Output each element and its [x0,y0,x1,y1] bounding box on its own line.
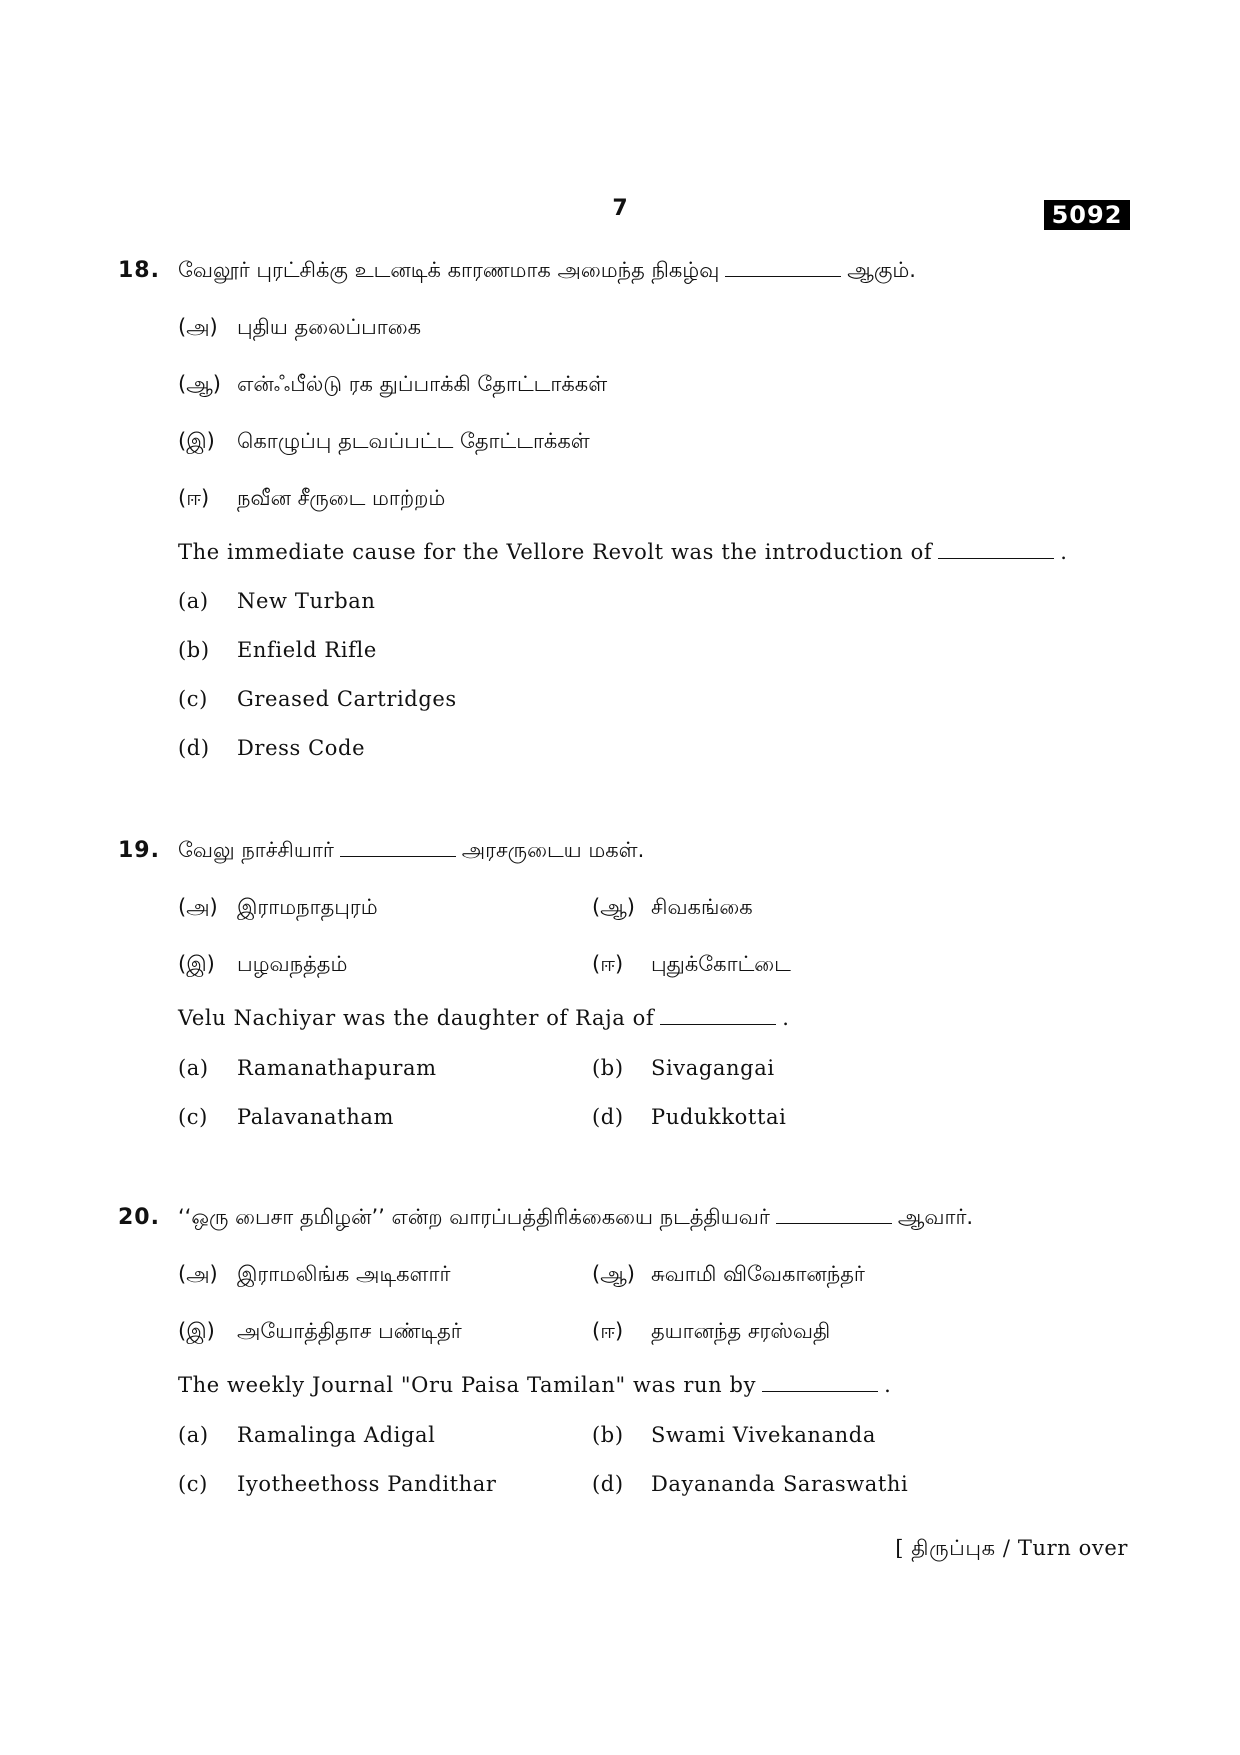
english-option [178,1423,435,1447]
option-label: (d) [178,736,210,760]
option-label: (d) [592,1472,624,1496]
question-number: 19. [118,838,160,863]
tamil-option [178,429,590,456]
option-text: New Turban [237,589,376,613]
stem-text: The weekly Journal "Oru Paisa Tamilan" was run by [178,1373,757,1397]
english-option [178,1056,437,1080]
stem-text-end: . [884,1373,892,1397]
tamil-option [592,895,753,922]
tamil-option [178,1319,462,1346]
stem-text: ‘‘ஒரு பைசா தமிழன்’’ என்ற வாரப்பத்திரிக்கையை நடத்தியவர் [178,1205,770,1229]
page-number: 7 [612,196,628,221]
stem-text: Velu Nachiyar was the daughter of Raja of [178,1006,655,1030]
option-label: (அ) [178,315,218,339]
option-text: Pudukkottai [651,1105,787,1129]
tamil-option [592,1319,830,1346]
tamil-option [178,372,607,399]
option-text: Ramalinga Adigal [237,1423,436,1447]
option-label: (a) [178,1056,209,1080]
option-label: (இ) [178,429,215,453]
paper-code-badge: 5092 [1044,200,1130,230]
answer-blank [660,1023,776,1025]
option-text: சிவகங்கை [651,895,753,919]
stem-text-end: . [1060,540,1068,564]
stem-text: வேலூர் புரட்சிக்கு உடனடிக் காரணமாக அமைந்த நிகழ்வு [178,258,720,282]
tamil-question-stem [178,1205,973,1232]
english-option [592,1105,786,1129]
option-text: Palavanatham [237,1105,394,1129]
option-text: புதிய தலைப்பாகை [237,315,422,339]
answer-blank [725,275,841,277]
english-option [178,736,365,760]
option-label: (ஆ) [178,372,221,396]
option-text: Dayananda Saraswathi [651,1472,909,1496]
tamil-option [178,486,445,513]
option-label: (a) [178,589,209,613]
option-label: (b) [592,1056,624,1080]
tamil-question-stem [178,258,916,285]
option-text: கொழுப்பு தடவப்பட்ட தோட்டாக்கள் [237,429,590,453]
option-label: (d) [592,1105,624,1129]
option-text: தயானந்த சரஸ்வதி [651,1319,831,1343]
tamil-option [592,1262,865,1289]
option-text: Enfield Rifle [237,638,377,662]
stem-text: வேலு நாச்சியார் [178,838,334,862]
option-text: Greased Cartridges [237,687,457,711]
option-label: (ஈ) [592,952,624,976]
option-text: நவீன சீருடை மாற்றம் [237,486,446,510]
question-number: 20. [118,1205,160,1230]
option-text: புதுக்கோட்டை [651,952,791,976]
tamil-question-stem [178,838,644,865]
option-text: Ramanathapuram [237,1056,437,1080]
option-text: என்ஃபீல்டு ரக துப்பாக்கி தோட்டாக்கள் [237,372,608,396]
english-question-stem [178,1373,891,1397]
option-label: (ஈ) [178,486,210,510]
stem-text-end: . [782,1006,790,1030]
option-label: (அ) [178,1262,218,1286]
option-label: (ஈ) [592,1319,624,1343]
english-question-stem [178,540,1068,564]
stem-text-end: ஆகும். [847,258,916,282]
option-text: Sivagangai [651,1056,775,1080]
answer-blank [340,855,456,857]
option-text: இராமலிங்க அடிகளார் [237,1262,451,1286]
option-label: (c) [178,1472,208,1496]
option-text: அயோத்திதாச பண்டிதர் [237,1319,462,1343]
english-option [178,687,457,711]
option-label: (அ) [178,895,218,919]
option-text: Dress Code [237,736,366,760]
tamil-option [178,1262,450,1289]
option-label: (c) [178,1105,208,1129]
stem-text: The immediate cause for the Vellore Revolt was the introduction of [178,540,933,564]
english-option [178,1472,497,1496]
tamil-option [178,315,421,342]
tamil-option [178,952,347,979]
english-option [592,1423,876,1447]
answer-blank [762,1390,878,1392]
english-option [178,638,377,662]
option-text: Swami Vivekananda [651,1423,876,1447]
option-label: (ஆ) [592,895,635,919]
question-number: 18. [118,258,160,283]
option-label: (a) [178,1423,209,1447]
option-text: சுவாமி விவேகானந்தர் [651,1262,865,1286]
turn-over-note: [ திருப்புக / Turn over [895,1536,1128,1560]
option-text: Iyotheethoss Pandithar [237,1472,497,1496]
option-text: இராமநாதபுரம் [237,895,378,919]
english-option [592,1472,908,1496]
option-label: (இ) [178,952,215,976]
tamil-option [178,895,378,922]
english-option [592,1056,775,1080]
option-text: பழவநத்தம் [237,952,348,976]
answer-blank [938,557,1054,559]
english-option [178,589,376,613]
tamil-option [592,952,791,979]
english-option [178,1105,394,1129]
answer-blank [776,1222,892,1224]
option-label: (c) [178,687,208,711]
stem-text-end: அரசருடைய மகள். [461,838,645,862]
option-label: (b) [178,638,210,662]
option-label: (இ) [178,1319,215,1343]
option-label: (ஆ) [592,1262,635,1286]
option-label: (b) [592,1423,624,1447]
stem-text-end: ஆவார். [897,1205,974,1229]
english-question-stem [178,1006,790,1030]
